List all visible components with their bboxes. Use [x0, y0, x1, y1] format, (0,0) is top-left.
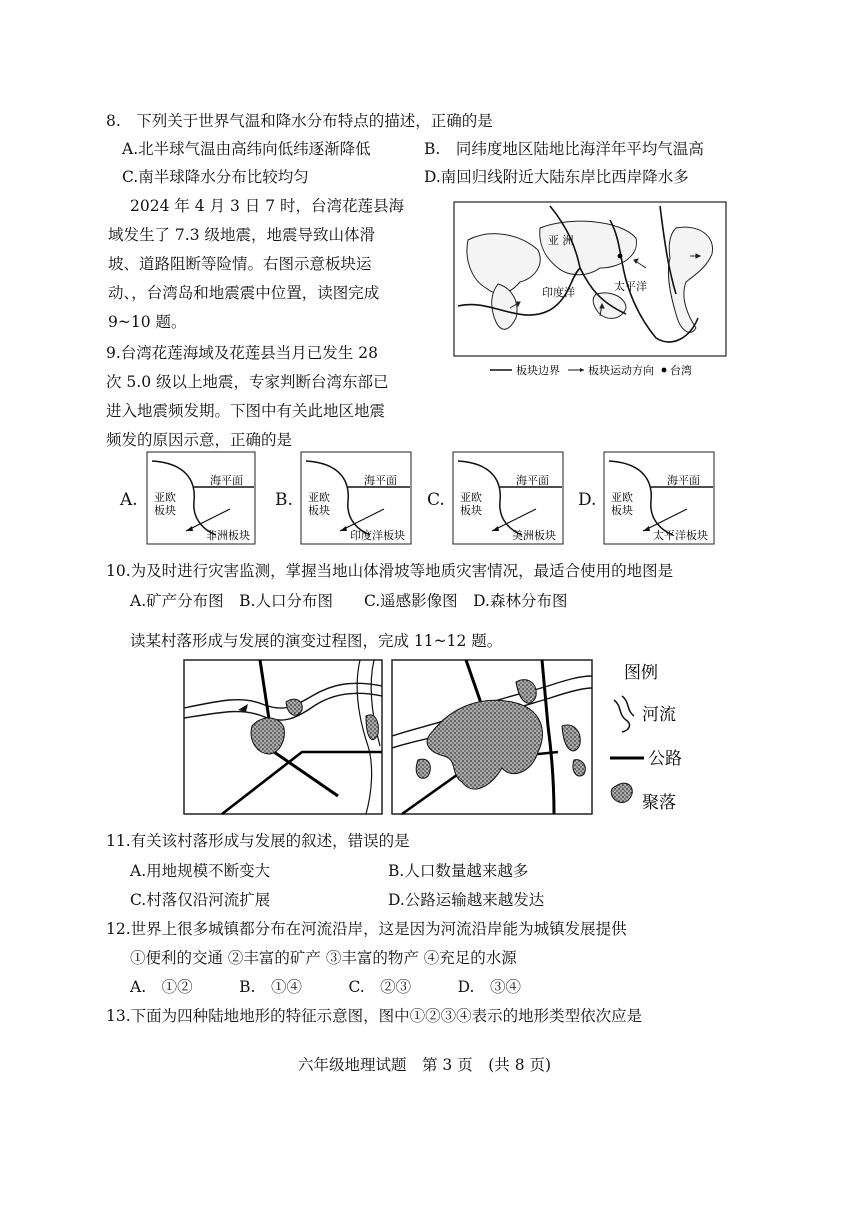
- q9-c-plate1: 亚欧: [460, 491, 482, 504]
- passage1-line-5: 9~10 题。: [108, 313, 187, 331]
- q9-option-c-diagram: [452, 451, 564, 545]
- q12-stem: 12.世界上很多城镇都分布在河流沿岸，这是因为河流沿岸能为城镇发展提供: [106, 920, 627, 938]
- q9-option-d-diagram: [603, 451, 715, 545]
- q9-line-2: 次 5.0 级以上地震，专家判断台湾东部已: [106, 373, 389, 391]
- legend-motion: 板块运动方向: [588, 364, 654, 377]
- q9-d-plate2: 太平洋板块: [653, 529, 708, 542]
- passage1-line-1: 2024 年 4 月 3 日 7 时，台湾花莲县海: [130, 197, 405, 215]
- q8-option-b: B. 同纬度地区陆地比海洋年平均气温高: [424, 140, 704, 158]
- q8-option-a: A.北半球气温由高纬向低纬逐渐降低: [122, 140, 371, 158]
- map-label-asia: 亚 洲: [548, 234, 574, 247]
- q11-stem: 11.有关该村落形成与发展的叙述，错误的是: [106, 832, 410, 850]
- q9-line-4: 频发的原因示意，正确的是: [106, 431, 293, 449]
- q9-option-c-letter: C.: [427, 490, 445, 510]
- map-label-indian: 印度洋: [542, 286, 575, 299]
- q9-line-3: 进入地震频发期。下图中有关此地区地震: [106, 402, 386, 420]
- passage1-line-4: 动、，台湾岛和地震震中位置，读图完成: [108, 284, 380, 302]
- q9-b-plate2: 印度洋板块: [350, 529, 405, 542]
- legend-taiwan: 台湾: [670, 364, 692, 377]
- q9-a-sea: 海平面: [210, 474, 243, 487]
- q9-option-b-diagram: [300, 451, 412, 545]
- q8-stem: 8. 下列关于世界气温和降水分布特点的描述，正确的是: [106, 112, 493, 130]
- q8-option-c: C.南半球降水分布比较均匀: [122, 168, 309, 186]
- village-figure: [182, 656, 694, 818]
- q12-items: ①便利的交通 ②丰富的矿产 ③丰富的物产 ④充足的水源: [130, 949, 517, 967]
- passage2: 读某村落形成与发展的演变过程图，完成 11~12 题。: [130, 632, 503, 650]
- map-label-pacific: 太平洋: [614, 280, 647, 293]
- legend-title: 图例: [624, 663, 658, 683]
- legend-road: 公路: [648, 749, 682, 769]
- q9-c-plate1-2: 板块: [460, 504, 482, 517]
- legend-settlement: 聚落: [642, 793, 676, 813]
- q9-option-b-letter: B.: [275, 490, 293, 510]
- q9-b-sea: 海平面: [364, 474, 397, 487]
- legend-boundary: 板块边界: [516, 364, 560, 377]
- q11-option-b: B.人口数量越来越多: [388, 862, 529, 880]
- q9-a-plate1-2: 板块: [154, 504, 176, 517]
- q11-option-c: C.村落仅沿河流扩展: [130, 891, 271, 909]
- q10-stem: 10.为及时进行灾害监测，掌握当地山体滑坡等地质灾害情况，最适合使用的地图是: [106, 562, 674, 580]
- q9-option-d-letter: D.: [578, 490, 597, 510]
- q9-a-plate1: 亚欧: [154, 491, 176, 504]
- passage1-line-3: 坡、道路阻断等险情。右图示意板块运: [108, 255, 372, 273]
- plate-map-figure: [450, 198, 730, 380]
- q9-c-sea: 海平面: [516, 474, 549, 487]
- q10-options: A.矿产分布图 B.人口分布图 C.遥感影像图 D.森林分布图: [130, 592, 568, 610]
- q9-c-plate2: 美洲板块: [512, 529, 556, 542]
- q11-option-a: A.用地规模不断变大: [130, 862, 271, 880]
- q9-b-plate1: 亚欧: [308, 491, 330, 504]
- q9-d-sea: 海平面: [667, 474, 700, 487]
- q9-option-a-diagram: [146, 451, 256, 545]
- q13-stem: 13.下面为四种陆地地形的特征示意图，图中①②③④表示的地形类型依次应是: [106, 1007, 643, 1025]
- q11-option-d: D.公路运输越来越发达: [388, 891, 545, 909]
- legend-river: 河流: [642, 705, 676, 725]
- q9-line-1: 9.台湾花莲海域及花莲县当月已发生 28: [106, 344, 378, 362]
- q9-option-a-letter: A.: [120, 490, 138, 510]
- q8-option-d: D.南回归线附近大陆东岸比西岸降水多: [424, 168, 689, 186]
- q9-d-plate1-2: 板块: [611, 504, 633, 517]
- q9-a-plate2: 非洲板块: [206, 529, 250, 542]
- q12-options: A. ①② B. ①④ C. ②③ D. ③④: [130, 978, 521, 996]
- q9-b-plate1-2: 板块: [308, 504, 330, 517]
- page-footer: 六年级地理试题 第 3 页 (共 8 页): [298, 1056, 552, 1074]
- q9-d-plate1: 亚欧: [611, 491, 633, 504]
- passage1-line-2: 域发生了 7.3 级地震，地震导致山体滑: [108, 226, 376, 244]
